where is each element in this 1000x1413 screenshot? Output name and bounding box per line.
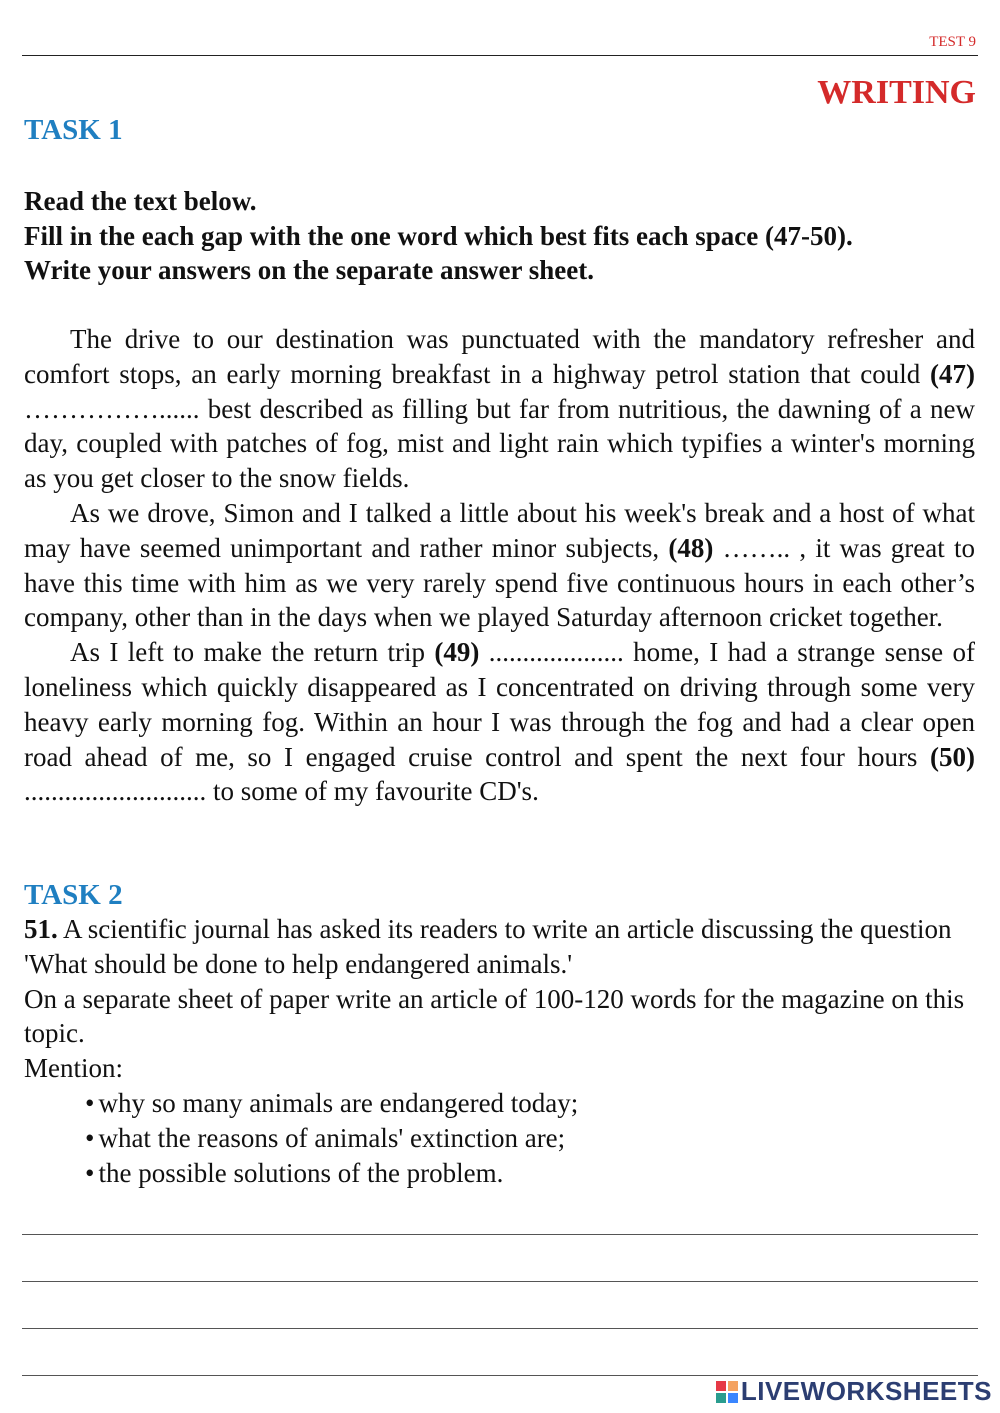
question-number: 51. [24,914,58,944]
brand-name: LIVEWORKSHEETS [740,1376,992,1406]
passage-text: …….. , it was great to have this time with him as we very rarely spend five continuous hours in each other’s company, other than in the days when we played Saturday afternoon cricket together. [24,532,975,633]
task2-heading: TASK 2 [24,879,123,911]
answer-line [22,1281,978,1282]
mention-label: Mention: [24,1053,123,1084]
passage-text: The drive to our destination was punctuated with the mandatory refresher and comfort stops, an early morning breakfast in a highway petrol station that could [24,324,975,389]
bullet-mark: • [85,1157,95,1188]
bullet-mark: • [85,1087,95,1118]
passage-paragraph [24,322,975,496]
list-item-text: why so many animals are endangered today; [98,1087,579,1118]
list-item-text: the possible solutions of the problem. [98,1157,504,1188]
passage-text: As I left to make the return trip [70,637,435,668]
liveworksheets-brand [716,1376,992,1407]
passage-text: As we drove, Simon and I talked a little about his week's break and a host of what may have seemed unimportant and rather minor subjects, [24,497,975,563]
list-item-text: what the reasons of animals' extinction are; [98,1122,566,1153]
mention-list [24,1086,975,1190]
task2-direction: On a separate sheet of paper write an article of 100-120 words for the magazine on this topic. [24,983,965,1049]
task1-heading: TASK 1 [24,114,123,146]
header-divider [22,55,978,56]
section-title: WRITING [817,74,976,111]
gap-number: (47) [930,358,975,389]
answer-line [22,1328,978,1329]
passage-text: ……………...... best described as filling but far from nutritious, the dawning of a new day, coupled with patches of fog, mist and light rain which typifies a winter's morning as you get closer to the snow fields. [24,393,975,494]
instruction-line: Write your answers on the separate answer sheet. [24,255,594,285]
prompt-text: A scientific journal has asked its readers to write an article discussing the question 'What should be done to help endangered animals.' [24,914,952,979]
instruction-line: Fill in the each gap with the one word which best fits each space (47-50). [24,220,853,251]
task1-instructions [24,184,853,288]
instruction-line: Read the text below. [24,186,257,216]
test-number-label: TEST 9 [929,34,976,50]
task2-body [24,912,975,1190]
answer-line [22,1234,978,1235]
list-item [85,1156,975,1191]
reading-passage [24,322,975,809]
task2-prompt [24,912,975,982]
gap-number: (48) [668,532,714,563]
bullet-mark: • [85,1122,95,1153]
liveworksheets-logo-icon [716,1381,738,1403]
passage-paragraph [24,635,975,809]
gap-number: (49) [434,637,480,668]
list-item [85,1121,975,1156]
passage-text: .................... home, I had a strange sense of loneliness which quickly disappeared as I concentrated on driving through some very heavy early morning fog. Within an hour I was through the fog and had a clear open road ahead of me, so I engaged cruise control and spent the next four hours [24,637,975,772]
gap-number: (50) [930,741,975,772]
passage-paragraph [24,496,975,635]
list-item [85,1086,975,1121]
passage-text: ........................... to some of my favourite CD's. [24,776,539,807]
